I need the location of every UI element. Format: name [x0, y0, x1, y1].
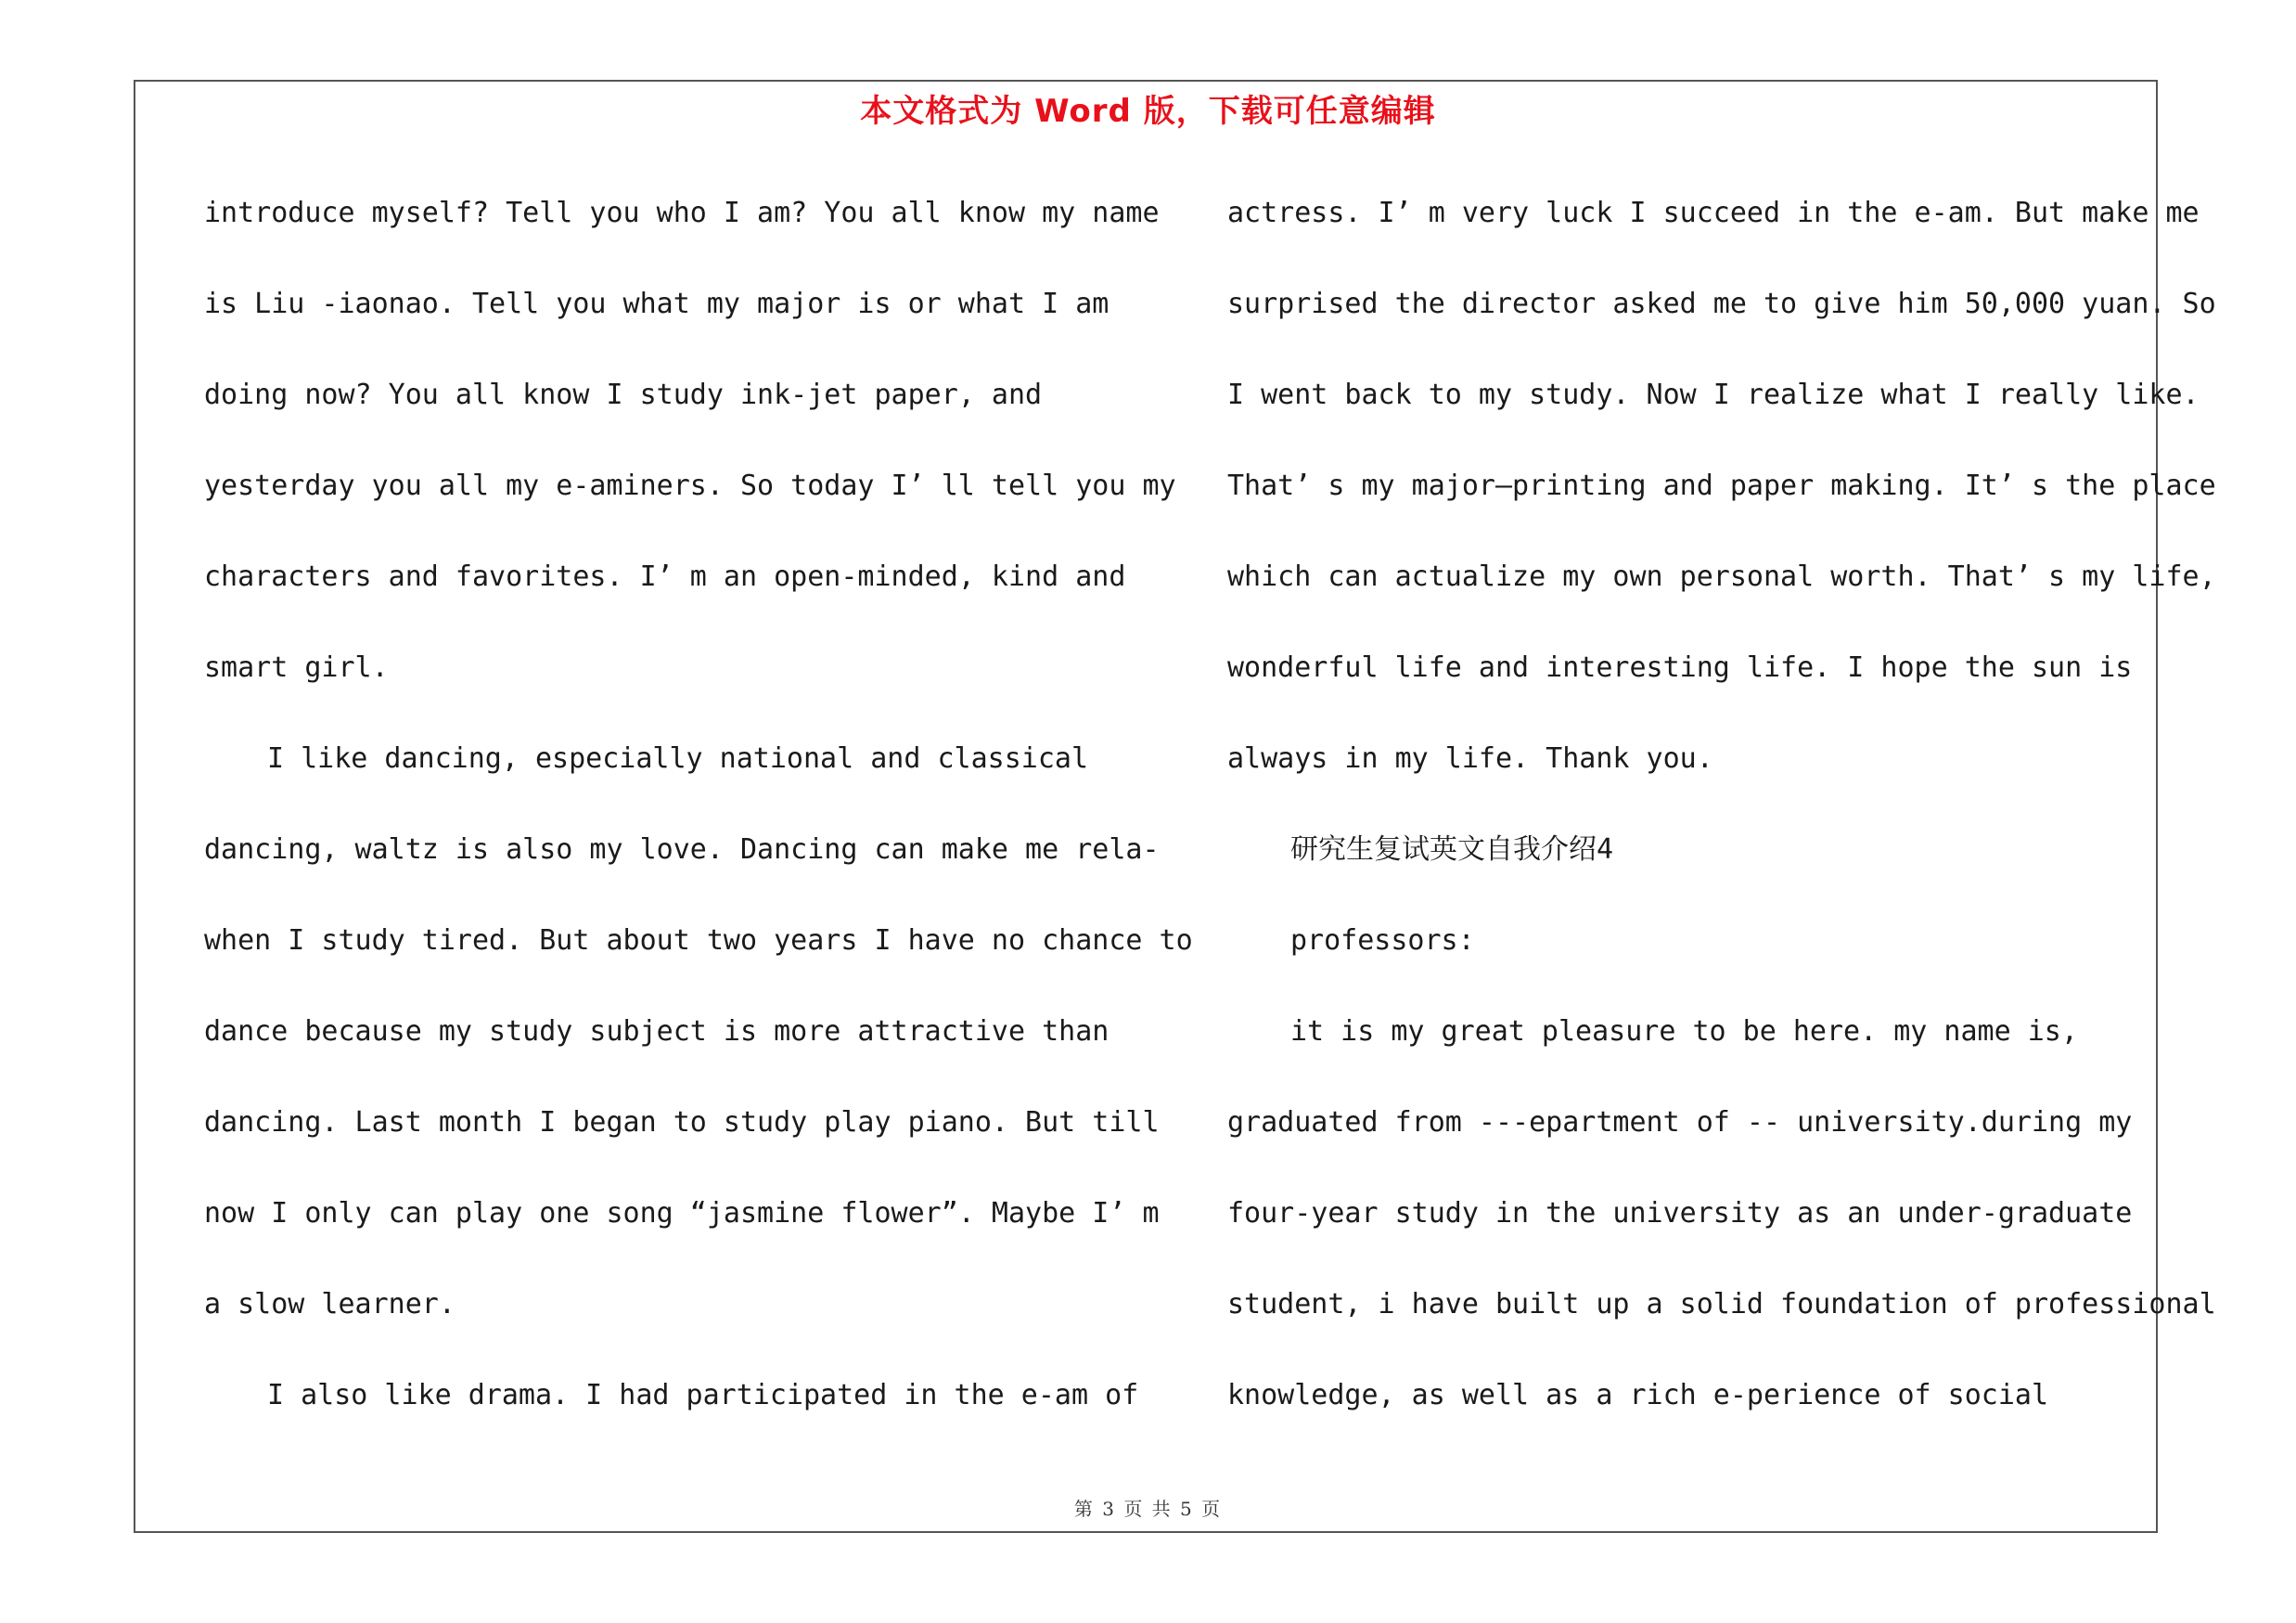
text-line: is Liu -iaonao. Tell you what my major is or what I am [204, 288, 1110, 320]
text-line: smart girl. [204, 651, 389, 684]
text-line: wonderful life and interesting life. I hope the sun is [1227, 651, 2133, 684]
text-line: now I only can play one song “jasmine flower”. Maybe I’ m [204, 1197, 1160, 1230]
paragraph-start-line: I also like drama. I had participated in the e-am of [267, 1379, 1139, 1411]
text-line: dancing, waltz is also my love. Dancing can make me rela- [204, 833, 1160, 866]
paragraph-start-line: I like dancing, especially national and classical [267, 742, 1089, 775]
paragraph-start-line: it is my great pleasure to be here. my name is, [1290, 1015, 2078, 1048]
left-column [204, 182, 1193, 1455]
text-line: four-year study in the university as an under-graduate [1227, 1197, 2133, 1230]
text-line: dance because my study subject is more attractive than [204, 1015, 1110, 1048]
text-line: knowledge, as well as a rich e-perience of social [1227, 1379, 2049, 1411]
text-line: student, i have built up a solid foundation of professional [1227, 1288, 2216, 1320]
text-line: a slow learner. [204, 1288, 455, 1320]
text-line: dancing. Last month I began to study play piano. But till [204, 1106, 1160, 1139]
text-line: yesterday you all my e-aminers. So today I’ ll tell you my [204, 470, 1176, 502]
text-line: introduce myself? Tell you who I am? You all know my name [204, 197, 1160, 229]
text-line: characters and favorites. I’ m an open-minded, kind and [204, 560, 1126, 593]
text-line: doing now? You all know I study ink-jet paper, and [204, 379, 1043, 411]
page-number-footer: 第 3 页 共 5 页 [1073, 1498, 1223, 1520]
right-column [1227, 182, 2216, 1455]
text-line: always in my life. Thank you. [1227, 742, 1713, 775]
salutation-line: professors: [1290, 924, 1475, 957]
text-line: when I study tired. But about two years I have no chance to [204, 924, 1193, 957]
text-line: That’ s my major—printing and paper making. It’ s the place [1227, 470, 2216, 502]
text-line: actress. I’ m very luck I succeed in the e-am. But make me [1227, 197, 2200, 229]
text-line: which can actualize my own personal worth. That’ s my life, [1227, 560, 2216, 593]
text-line: graduated from ---epartment of -- university.during my [1227, 1106, 2133, 1139]
text-line: I went back to my study. Now I realize what I really like. [1227, 379, 2200, 411]
section-heading: 研究生复试英文自我介绍4 [1290, 833, 1614, 866]
header-banner: 本文格式为 Word 版，下载可任意编辑 [860, 93, 1436, 130]
text-line: surprised the director asked me to give him 50,000 yuan. So [1227, 288, 2216, 320]
